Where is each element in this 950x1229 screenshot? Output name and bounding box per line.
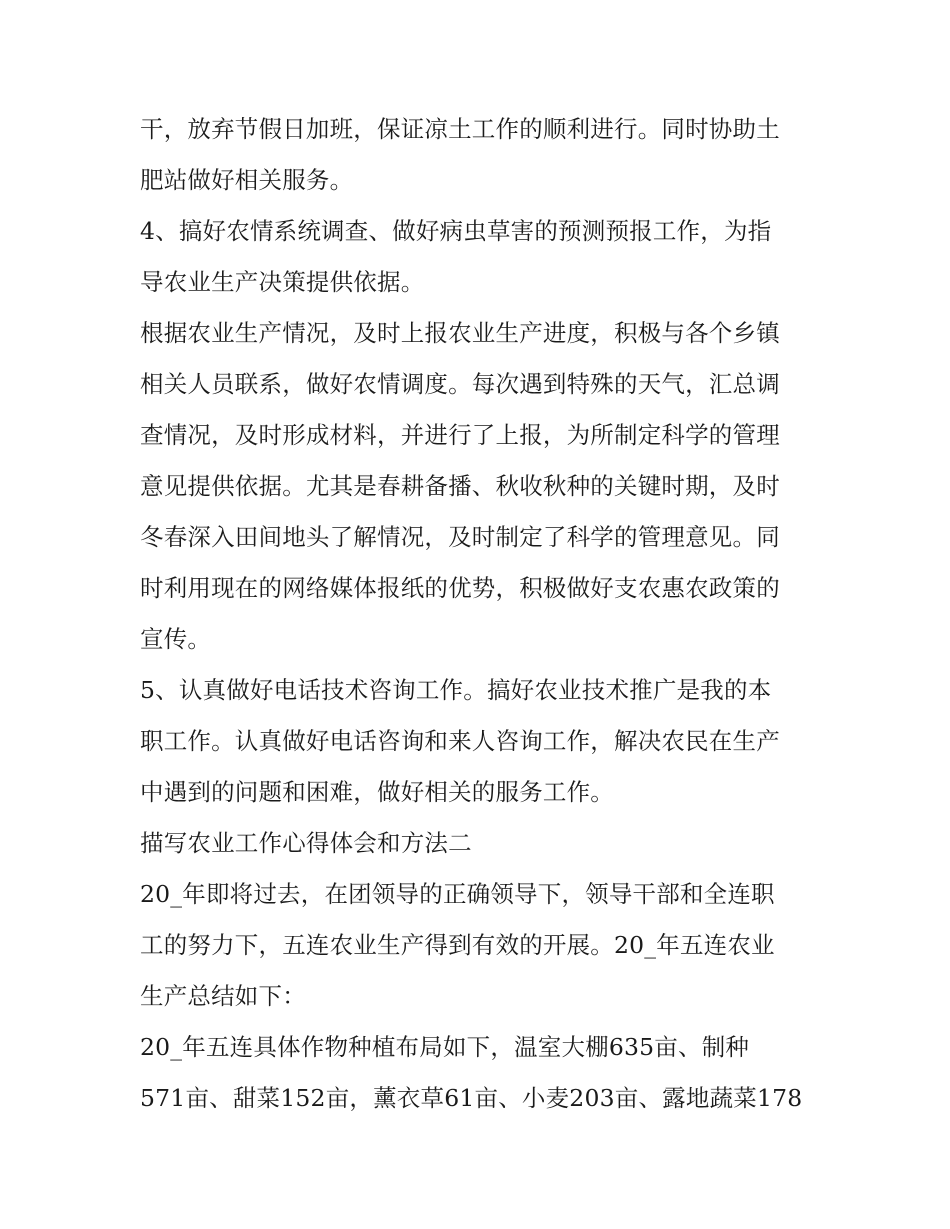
document-body — [140, 104, 820, 1124]
section-heading: 描写农业工作心得体会和方法二 — [140, 829, 472, 857]
text-line: 5、认真做好电话技术咨询工作。搞好农业技术推广是我的本 — [140, 676, 772, 704]
text-line: 4、搞好农情系统调查、做好病虫草害的预测预报工作，为指 — [140, 217, 772, 245]
text-line: 时利用现在的网络媒体报纸的优势，积极做好支农惠农政策的 — [140, 574, 780, 602]
text-line: 工的努力下，五连农业生产得到有效的开展。20_年五连农业 — [140, 931, 775, 959]
text-line: 20_年五连具体作物种植布局如下，温室大棚635亩、制种 — [140, 1033, 750, 1061]
text-line: 查情况，及时形成材料，并进行了上报，为所制定科学的管理 — [140, 421, 780, 449]
text-line: 20_年即将过去，在团领导的正确领导下，领导干部和全连职 — [140, 880, 775, 908]
text-line: 冬春深入田间地头了解情况，及时制定了科学的管理意见。同 — [140, 523, 780, 551]
text-line: 相关人员联系，做好农情调度。每次遇到特殊的天气，汇总调 — [140, 370, 780, 398]
text-line: 导农业生产决策提供依据。 — [140, 268, 425, 296]
text-line: 干，放弃节假日加班，保证凉土工作的顺利进行。同时协助土 — [140, 115, 780, 143]
text-line: 571亩、甜菜152亩，薰衣草61亩、小麦203亩、露地蔬菜178 — [140, 1084, 803, 1112]
text-line: 意见提供依据。尤其是春耕备播、秋收秋种的关键时期，及时 — [140, 472, 780, 500]
text-line: 根据农业生产情况，及时上报农业生产进度，积极与各个乡镇 — [140, 319, 780, 347]
text-line: 生产总结如下： — [140, 982, 306, 1010]
text-line: 肥站做好相关服务。 — [140, 166, 354, 194]
text-line: 职工作。认真做好电话咨询和来人咨询工作，解决农民在生产 — [140, 727, 780, 755]
text-line: 中遇到的问题和困难，做好相关的服务工作。 — [140, 778, 614, 806]
text-line: 宣传。 — [140, 625, 212, 653]
